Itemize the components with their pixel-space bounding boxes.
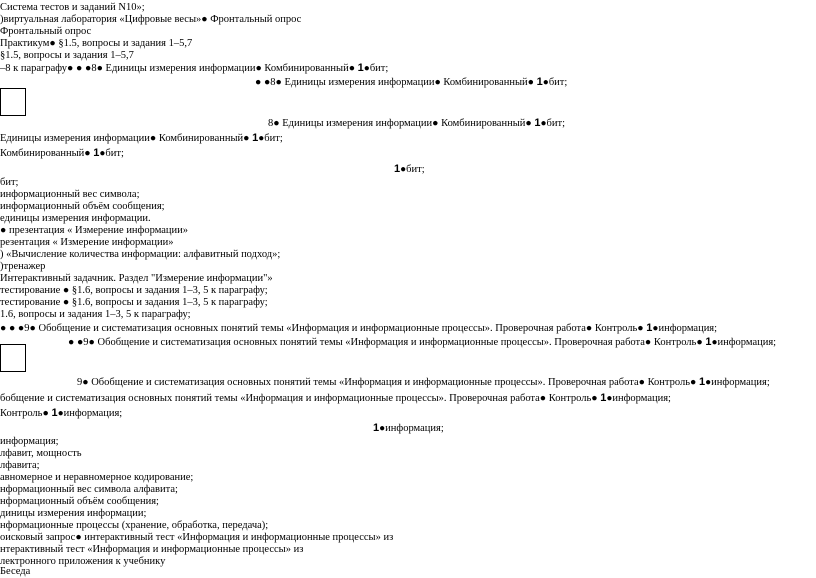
doc-line-6-text: –8 к параграфу● ● ●8● Единицы измерения информации● Комбинированный●: [0, 63, 358, 74]
doc-line-29-dot: ●: [379, 423, 386, 434]
doc-line-18: ) «Вычисление количества информации: алфавитный подход»;: [0, 249, 281, 260]
doc-line-27: [0, 392, 671, 405]
doc-line-8-dot: ●: [540, 118, 547, 129]
doc-line-38: оисковый запрос● интерактивный тест «Информация и информационные процессы» из: [0, 532, 394, 543]
doc-line-15: единицы измерения информации.: [0, 213, 151, 224]
doc-line-6-dot: ●: [363, 63, 370, 74]
doc-line-24-text: ● ● ●9● Обобщение и систематизация основных понятий темы «Информация и информационные процессы». Проверочная работа● Контроль●: [0, 323, 647, 334]
doc-line-7: [255, 76, 567, 89]
doc-line-27-info: информация;: [612, 393, 671, 404]
doc-line-26-dot: ●: [705, 377, 712, 388]
doc-line-24-dot: ●: [652, 323, 659, 334]
doc-line-28-text: Контроль●: [0, 408, 52, 419]
doc-line-33: авномерное и неравномерное кодирование;: [0, 472, 194, 483]
doc-line-4: Практикум● §1.5, вопросы и задания 1–5,7: [0, 38, 193, 49]
doc-line-2: )виртуальная лаборатория «Цифровые весы»● Фронтальный опрос: [0, 14, 302, 25]
doc-line-5: §1.5, вопросы и задания 1–5,7: [0, 50, 134, 61]
doc-line-8: [268, 117, 565, 130]
doc-line-10: [0, 147, 124, 160]
doc-line-28: [0, 407, 122, 420]
doc-line-9: [0, 132, 283, 145]
doc-line-7-bit: бит;: [548, 77, 568, 88]
doc-line-9-text: Единицы измерения информации● Комбинированный●: [0, 133, 253, 144]
doc-line-22: тестирование ● §1.6, вопросы и задания 1–3, 5 к параграфу;: [0, 297, 268, 308]
doc-line-29-info: информация;: [385, 423, 444, 434]
doc-line-29: [373, 422, 444, 435]
doc-line-10-one: 1: [93, 147, 100, 159]
doc-line-26-text: 9● Обобщение и систематизация основных понятий темы «Информация и информационные процессы». Проверочная работа● Контроль●: [77, 377, 699, 388]
doc-line-36: диницы измерения информации;: [0, 508, 147, 519]
doc-line-41: Беседа: [0, 566, 31, 577]
empty-box-1: [0, 88, 26, 116]
doc-line-14: информационный объём сообщения;: [0, 201, 165, 212]
doc-line-10-dot: ●: [99, 148, 106, 159]
doc-line-7-text: ● ●8● Единицы измерения информации● Комбинированный●: [255, 77, 537, 88]
doc-line-21: тестирование ● §1.6, вопросы и задания 1–3, 5 к параграфу;: [0, 285, 268, 296]
doc-line-9-bit: бит;: [264, 133, 283, 144]
doc-line-24: [0, 322, 717, 335]
doc-line-11: [394, 163, 425, 176]
doc-line-29-one: 1: [373, 422, 380, 434]
doc-line-7-one: 1: [536, 76, 543, 88]
doc-line-6-bit: бит;: [369, 63, 389, 74]
doc-line-25-info: информация;: [717, 337, 777, 348]
doc-line-1: Система тестов и заданий N10»;: [0, 2, 145, 13]
doc-line-27-text: бобщение и систематизация основных понятий темы «Информация и информационные процессы». Проверочная работа● Контроль●: [0, 393, 601, 404]
doc-line-26-one: 1: [699, 376, 706, 388]
doc-line-19: )тренажер: [0, 261, 46, 272]
doc-line-37: нформационные процессы (хранение, обработка, передача);: [0, 520, 269, 531]
doc-line-3: Фронтальный опрос: [0, 26, 92, 37]
doc-line-12: бит;: [0, 177, 19, 188]
doc-line-25-dot: ●: [711, 337, 718, 348]
doc-line-23: 1.6, вопросы и задания 1–3, 5 к параграфу;: [0, 309, 191, 320]
doc-line-7-dot: ●: [542, 77, 549, 88]
doc-line-13: информационный вес символа;: [0, 189, 140, 200]
doc-line-31: лфавит, мощность: [0, 448, 82, 459]
doc-line-11-bit: бит;: [406, 164, 425, 175]
doc-line-6-one: 1: [357, 62, 364, 74]
doc-line-9-one: 1: [252, 132, 259, 144]
doc-line-11-one: 1: [394, 163, 401, 175]
doc-line-6: [0, 62, 388, 75]
doc-line-17: резентация « Измерение информации»: [0, 237, 174, 248]
doc-line-28-info: информация;: [63, 408, 123, 419]
doc-line-32: лфавита;: [0, 460, 40, 471]
doc-line-25-one: 1: [705, 336, 712, 348]
doc-line-10-text: Комбинированный●: [0, 148, 94, 159]
doc-line-26: [77, 376, 770, 389]
doc-line-35: нформационный объём сообщения;: [0, 496, 159, 507]
doc-line-24-one: 1: [646, 322, 653, 334]
doc-line-28-dot: ●: [57, 408, 64, 419]
doc-line-34: нформационный вес символа алфавита;: [0, 484, 178, 495]
doc-line-11-dot: ●: [400, 164, 407, 175]
doc-line-9-dot: ●: [258, 133, 265, 144]
doc-line-25-text: ● ●9● Обобщение и систематизация основных понятий темы «Информация и информационные процессы». Проверочная работа● Контроль●: [68, 337, 706, 348]
doc-line-24-info: информация;: [658, 323, 718, 334]
doc-line-10-bit: бит;: [105, 148, 124, 159]
doc-line-8-text: 8● Единицы измерения информации● Комбинированный●: [268, 118, 535, 129]
doc-line-20: Интерактивный задачник. Раздел "Измерение информации"»: [0, 273, 273, 284]
doc-line-27-dot: ●: [606, 393, 613, 404]
doc-line-26-info: информация;: [711, 377, 770, 388]
doc-line-25: [68, 336, 776, 349]
doc-line-8-one: 1: [534, 117, 541, 129]
doc-line-28-one: 1: [51, 407, 58, 419]
doc-line-40: лектронного приложения к учебнику: [0, 556, 166, 567]
doc-line-27-one: 1: [600, 392, 607, 404]
doc-line-39: нтерактивный тест «Информация и информационные процессы» из: [0, 544, 304, 555]
doc-line-16: ● презентация « Измерение информации»: [0, 225, 189, 236]
empty-box-2: [0, 344, 26, 372]
doc-line-30: информация;: [0, 436, 59, 447]
doc-line-8-bit: бит;: [546, 118, 565, 129]
